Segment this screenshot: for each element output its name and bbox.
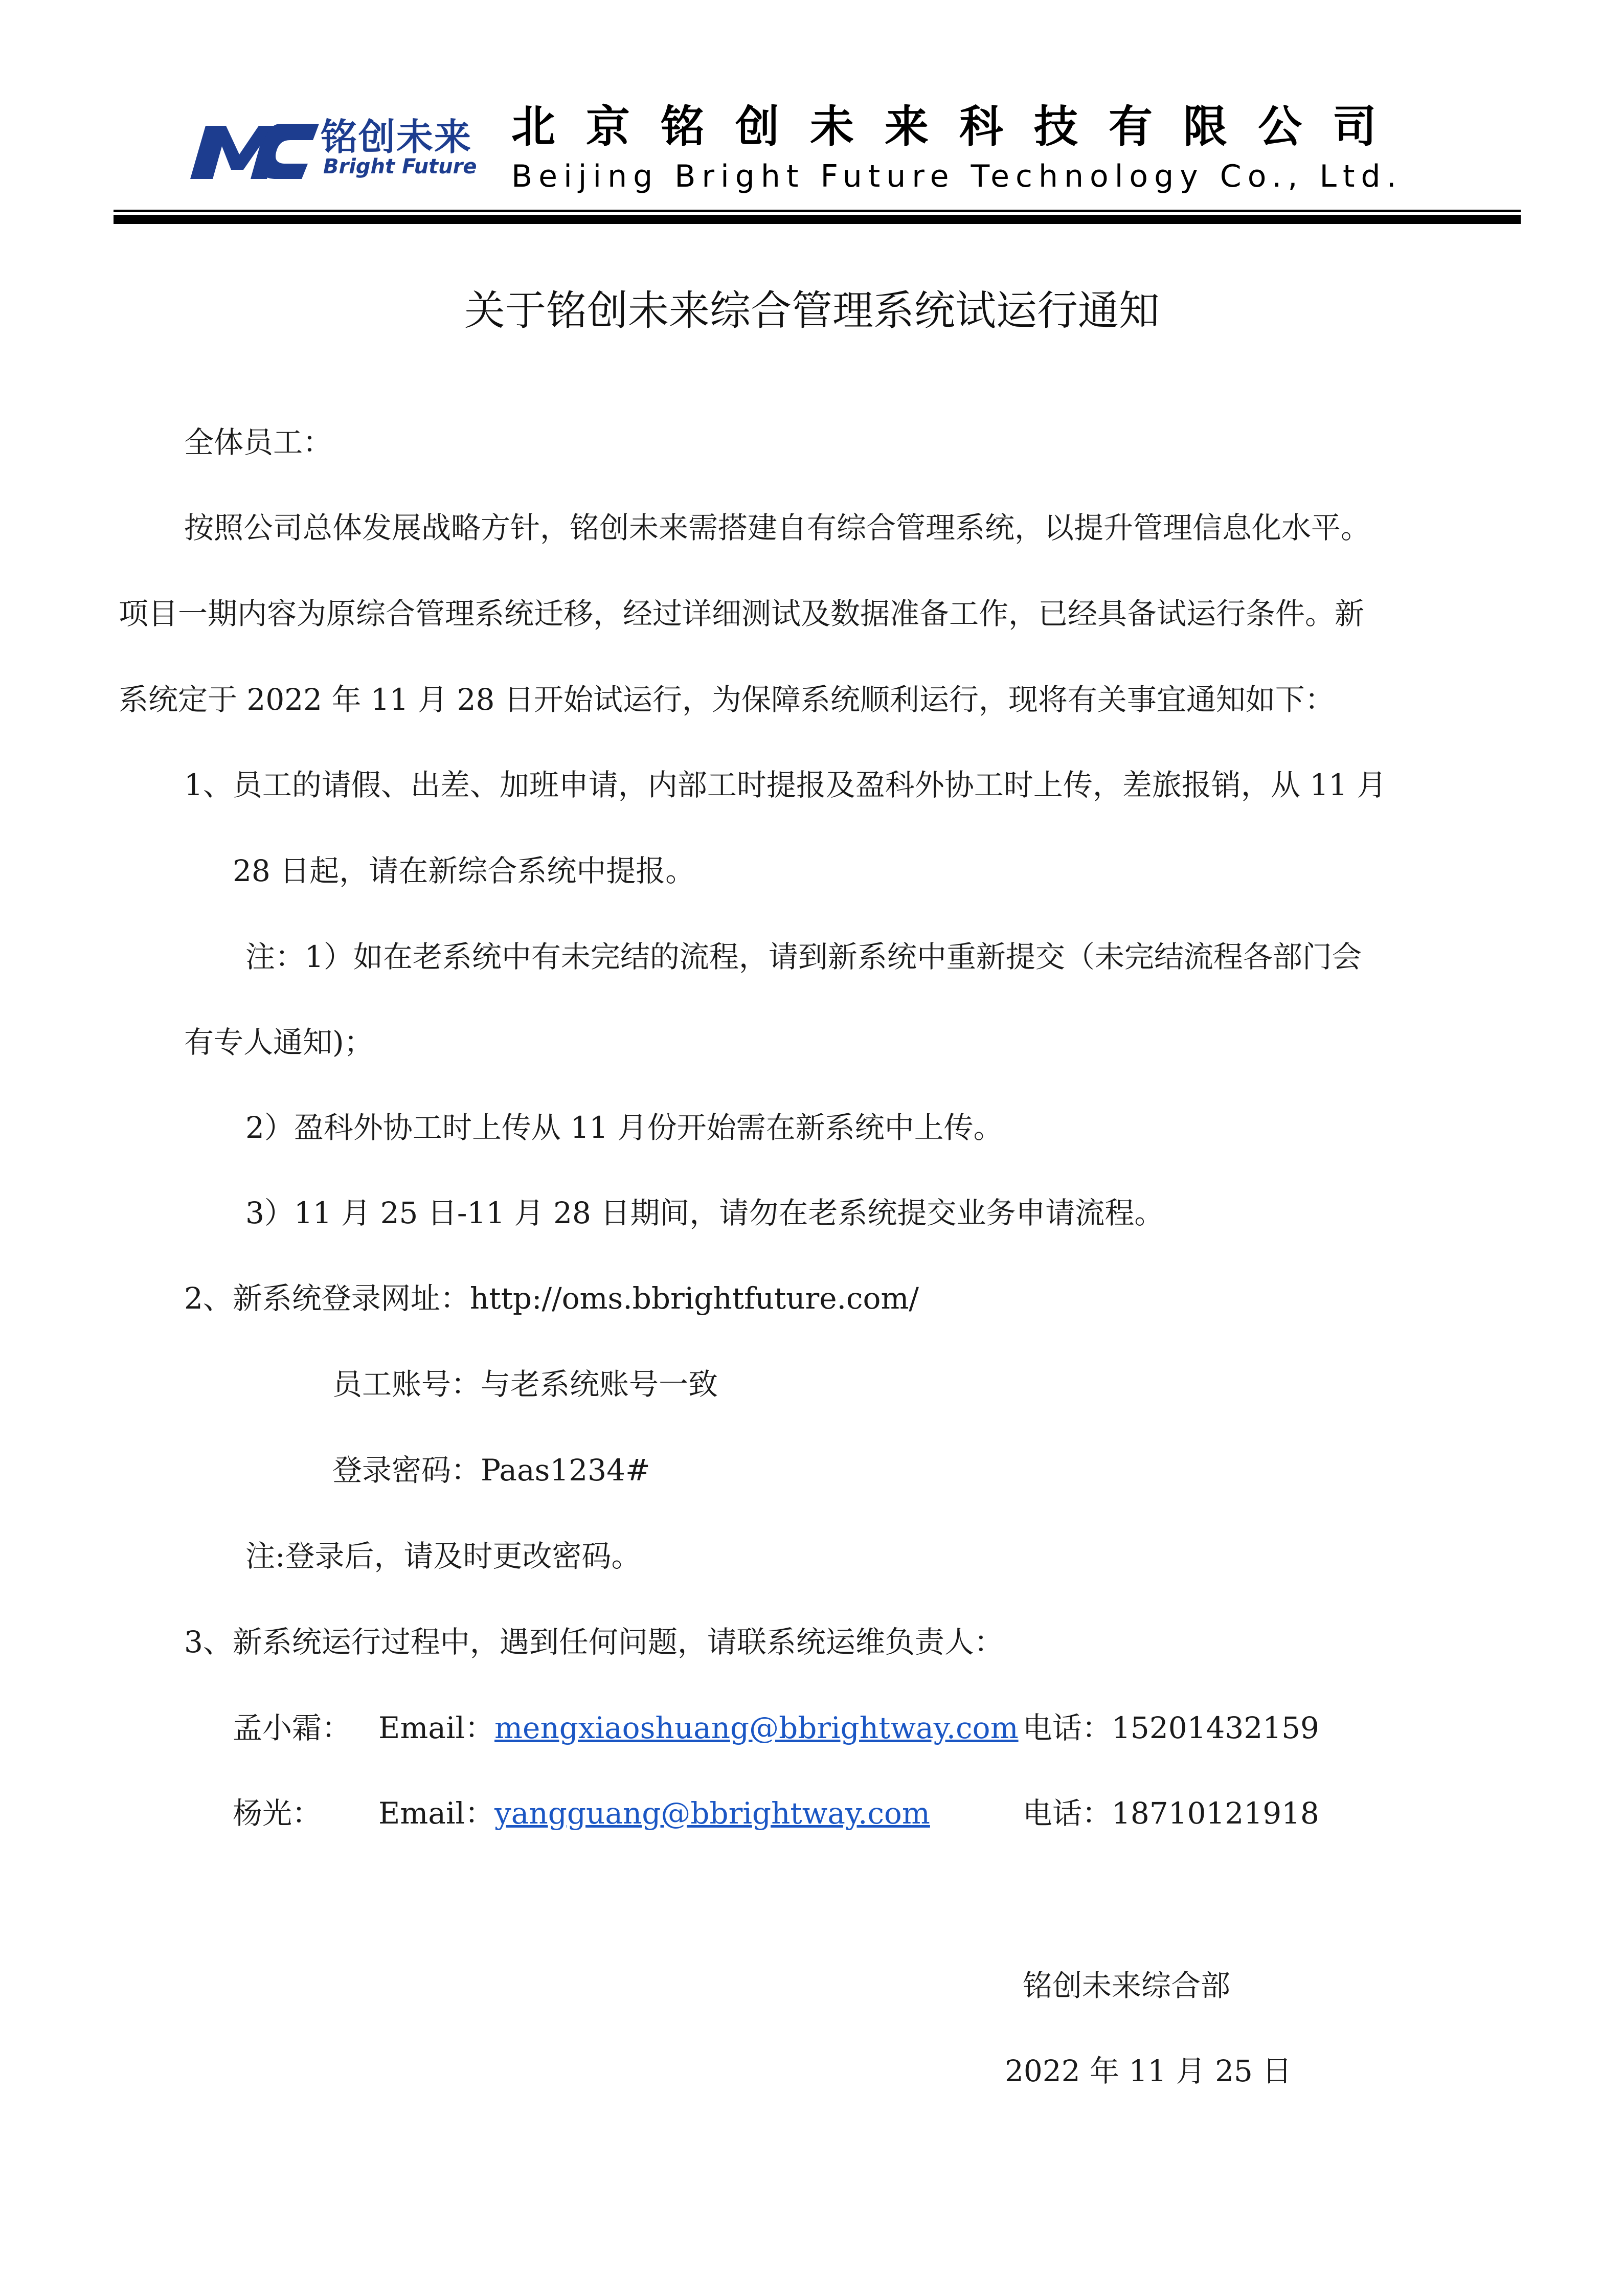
item1-line-1: 1、员工的请假、出差、加班申请，内部工时提报及盈科外协工时上传，差旅报销，从 11 月 <box>184 768 1387 802</box>
account-label: 员工账号： <box>332 1367 481 1402</box>
item2-note: 注:登录后，请及时更改密码。 <box>245 1539 641 1573</box>
phone-label: 电话： <box>1023 1710 1112 1745</box>
company-name-english: Beijing Bright Future Technology Co., Ltd. <box>511 159 1403 194</box>
item1-note-3: 3）11 月 25 日-11 月 28 日期间，请勿在老系统提交业务申请流程。 <box>245 1196 1164 1230</box>
logo-chinese-text: 铭创未来 <box>321 116 472 159</box>
company-logo <box>190 114 502 179</box>
salutation: 全体员工： <box>184 425 333 460</box>
contact-email <box>378 1795 930 1831</box>
intro-line-3: 系统定于 2022 年 11 月 28 日开始试运行，为保障系统顺利运行，现将有关事宜通知如下： <box>119 682 1335 717</box>
email-label: Email： <box>378 1796 495 1831</box>
item1-line-2: 28 日起，请在新综合系统中提报。 <box>233 853 695 888</box>
logo-english-text: Bright Future <box>323 155 477 178</box>
item3-intro: 3、新系统运行过程中，遇到任何问题，请联系统运维负责人： <box>184 1625 1004 1659</box>
item1-note-1-cont: 有专人通知)； <box>184 1025 374 1060</box>
header-divider-thin <box>114 210 1521 212</box>
contact-name: 孟小霜： <box>233 1710 352 1745</box>
intro-line-2: 项目一期内容为原综合管理系统迁移，经过详细测试及数据准备工作，已经具备试运行条件。新 <box>119 596 1365 631</box>
email-link[interactable]: mengxiaoshuang@bbrightway.com <box>494 1710 1019 1745</box>
email-link[interactable]: yangguang@bbrightway.com <box>494 1796 930 1831</box>
contact-name: 杨光： <box>233 1796 322 1831</box>
item2-label: 2、新系统登录网址： <box>184 1281 470 1316</box>
system-url: http://oms.bbrightfuture.com/ <box>469 1281 919 1316</box>
item2-url-row <box>184 1280 919 1316</box>
contact-email <box>378 1710 1019 1746</box>
phone-label: 电话： <box>1023 1796 1112 1831</box>
signature-department: 铭创未来综合部 <box>1023 1968 1231 2003</box>
phone-value: 18710121918 <box>1112 1796 1319 1831</box>
item1-note-2: 2）盈科外协工时上传从 11 月份开始需在新系统中上传。 <box>245 1110 1003 1145</box>
password-row <box>332 1452 650 1488</box>
header-divider-thick <box>114 215 1521 224</box>
mc-logo-icon <box>190 114 322 179</box>
company-name-chinese: 北京铭创未来科技有限公司 <box>511 101 1407 152</box>
signature-date: 2022 年 11 月 25 日 <box>1005 2054 1292 2088</box>
account-row <box>332 1366 718 1402</box>
intro-line-1: 按照公司总体发展战略方针，铭创未来需搭建自有综合管理系统，以提升管理信息化水平。 <box>184 510 1371 545</box>
contact-phone <box>1023 1795 1319 1831</box>
account-value: 与老系统账号一致 <box>481 1367 718 1402</box>
phone-value: 15201432159 <box>1112 1710 1319 1745</box>
password-value: Paas1234# <box>481 1453 650 1488</box>
password-label: 登录密码： <box>332 1453 481 1488</box>
contact-phone <box>1023 1710 1319 1746</box>
item1-note-1: 注：1）如在老系统中有未完结的流程，请到新系统中重新提交（未完结流程各部门会 <box>245 939 1362 974</box>
email-label: Email： <box>378 1710 495 1745</box>
notice-title: 关于铭创未来综合管理系统试运行通知 <box>464 287 1160 334</box>
